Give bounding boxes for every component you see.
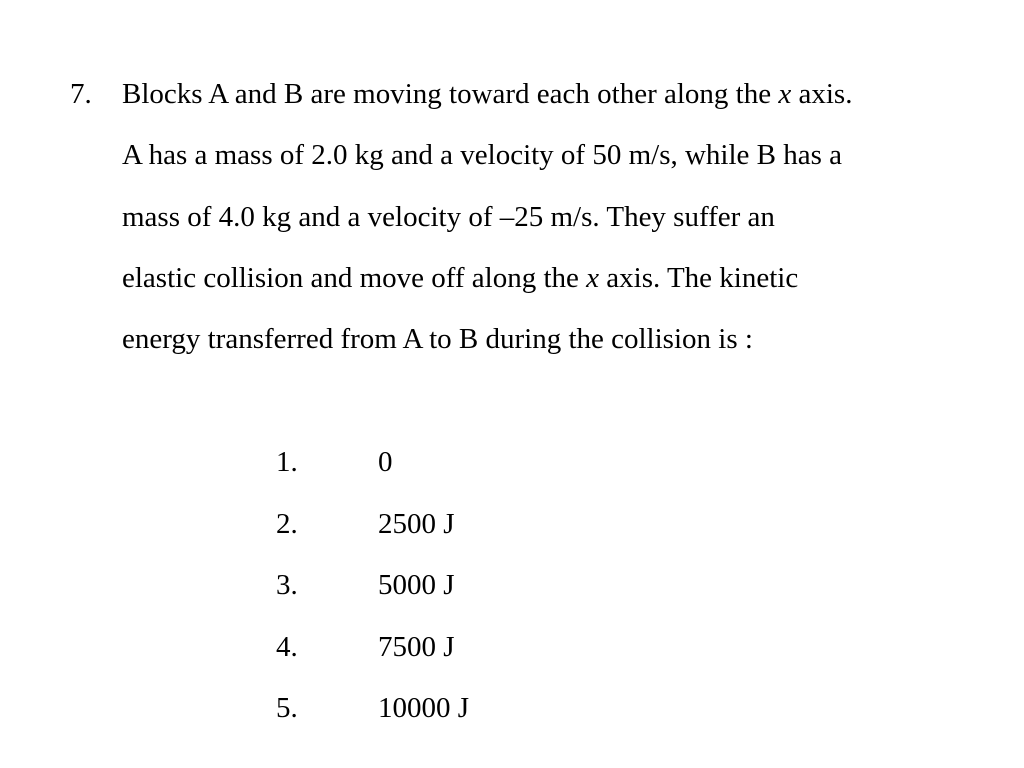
choice-value: 2500 J xyxy=(378,508,455,540)
choice-number: 4. xyxy=(276,631,298,663)
choice-value: 0 xyxy=(378,446,393,478)
question-line-4 xyxy=(122,260,798,297)
question-line-4-text-end: axis. The kinetic xyxy=(599,262,799,294)
question-line-4-text-start: elastic collision and move off along the xyxy=(122,262,587,294)
choice-number: 5. xyxy=(276,692,298,724)
choice-value: 10000 J xyxy=(378,692,470,724)
choice-value: 5000 J xyxy=(378,569,455,601)
question-line-4-variable: x xyxy=(586,262,600,294)
question-block xyxy=(0,0,1024,380)
question-line-1-text-start: Blocks A and B are moving toward each other along the xyxy=(122,78,779,110)
answer-choices xyxy=(0,430,1024,750)
question-line-1 xyxy=(122,76,852,113)
question-number: 7. xyxy=(70,78,92,110)
question-line-3: mass of 4.0 kg and a velocity of –25 m/s. They suffer an xyxy=(122,201,775,233)
question-line-5: energy transferred from A to B during the collision is : xyxy=(122,323,753,355)
choice-number: 3. xyxy=(276,569,298,601)
choice-number: 1. xyxy=(276,446,298,478)
question-line-2: A has a mass of 2.0 kg and a velocity of 50 m/s, while B has a xyxy=(122,139,843,171)
question-line-1-variable: x xyxy=(778,78,792,110)
choice-number: 2. xyxy=(276,508,298,540)
choice-value: 7500 J xyxy=(378,631,455,663)
question-line-1-text-end: axis. xyxy=(791,78,853,110)
